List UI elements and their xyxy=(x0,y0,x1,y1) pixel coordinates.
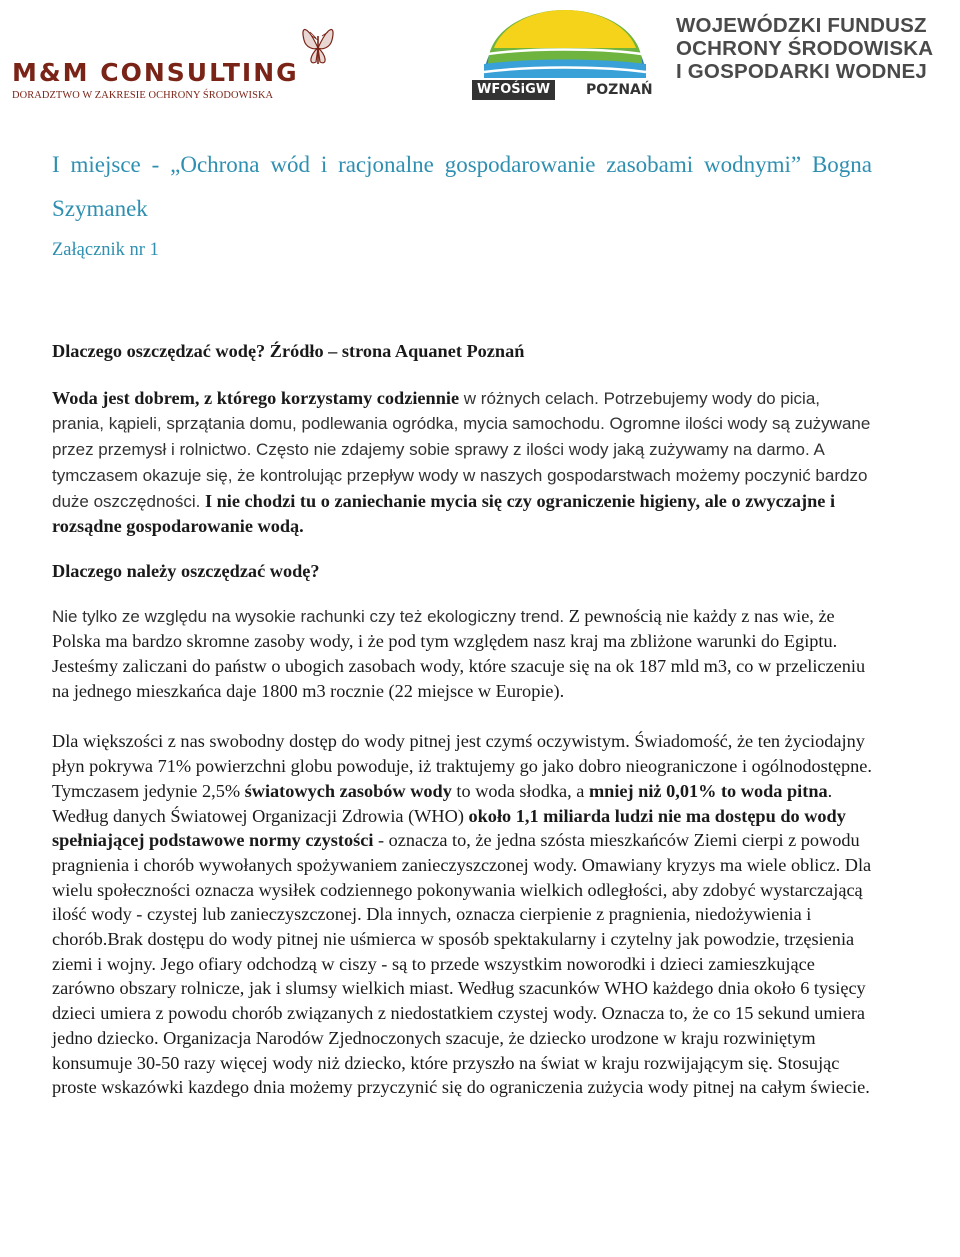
document-subtitle: Załącznik nr 1 xyxy=(52,240,159,260)
text: w różnych celach. xyxy=(459,388,599,408)
document-body xyxy=(52,339,872,1100)
wfosigw-title-line: WOJEWÓDZKI FUNDUSZ xyxy=(676,14,927,37)
wfosigw-title xyxy=(676,14,960,83)
text: - oznacza to, że jedna szósta mieszkańców Ziemi cierpi z powodu pragnienia i chorób wywołanych spożywaniem zanieczyszczonej wody. Omawiany kryzys ma wiele oblicz. Dla wielu społeczności oznacza wysiłek codziennego pokonywania wielkich odległości, aby zdobyć wystarczającą ilość wody - czystej lub zanieczyszczonej. Dla innych, oznacza cierpienie z pragnienia, niedożywienia i chorób.Brak dostępu do wody pitnej nie uśmierca w sposób spektakularny i czytelny jak powodzie, trzęsienia ziemi i wojny. Jego ofiary odchodzą w ciszy - są to przede wszystkim noworodki i dzieci zamieszkujące zarówno obszary rolnicze, jak i slumsy wielkich miast. Według szacunków WHO każdego dnia około 6 tysięcy dzieci umiera z powodu chorób związanych z niedostatkiem czystej wody. Oznacza to, że co 15 sekund umiera jedno dziecko. Organizacja Narodów Zjednoczonych szacuje, że dziecko urodzone w kraju rozwiniętym konsumuje 30-50 razy więcej wody niż dziecko, które przyszło na świat w kraju rozwijającym się. Stosując proste wskazówki kazdego dnia możemy przyczynić się do ograniczenia zużycia wody pitnej na całym świecie. xyxy=(52,830,872,1098)
mm-consulting-logo xyxy=(8,18,328,102)
bold-text: I nie chodzi tu o zaniechanie mycia się czy ograniczenie higieny, ale o zwyczajne i rozsądne gospodarowanie wodą. xyxy=(52,490,836,537)
mm-logo-tagline: DORADZTWO W ZAKRESIE OCHRONY ŚRODOWISKA xyxy=(12,90,274,101)
wfosigw-title-line: I GOSPODARKI WODNEJ xyxy=(676,60,927,83)
section-heading: Dlaczego należy oszczędzać wodę? xyxy=(52,560,320,581)
bold-text: Woda jest dobrem, z którego korzystamy codziennie xyxy=(52,387,460,408)
wfosigw-badge: WFOŚiGW xyxy=(472,80,555,100)
wfosigw-logo xyxy=(470,2,956,102)
wfosigw-city: POZNAŃ xyxy=(586,82,653,98)
butterfly-icon xyxy=(298,18,338,76)
text: Dla większości z nas swobodny dostęp do wody pitnej jest czymś oczywistym. Świadomość, że ten życiodajny płyn pokrywa 71% powierzchni globu powoduje, iż traktujemy go jako dobro nieograniczone i ogólnodostępne. Tymczasem jedynie 2,5% xyxy=(52,731,872,801)
paragraph xyxy=(52,386,872,539)
document-title: I miejsce - „Ochrona wód i racjonalne gospodarowanie zasobami wodnymi” Bogna Szymanek xyxy=(52,152,872,221)
paragraph xyxy=(52,604,872,704)
wfosigw-title-line: OCHRONY ŚRODOWISKA xyxy=(676,37,934,60)
text: Z pewnością nie każdy z nas wie, że Polska ma bardzo skromne zasoby wody, i że pod tym względem nasz kraj ma zbliżone warunki do Egiptu. Jesteśmy zaliczani do państw o ubogich zasobach wody, które szacuje się na ok 187 mld m3, co w przeliczeniu na jednego mieszkańca daje 1800 m3 rocznie (22 miejsce w Europie). xyxy=(52,605,866,701)
bold-text: mniej niż 0,01% to woda pitna xyxy=(588,780,828,801)
section-heading: Dlaczego oszczędzać wodę? Źródło – strona Aquanet Poznań xyxy=(52,341,525,361)
mm-logo-name: M&M CONSULTING xyxy=(12,58,299,87)
text: . Według danych Światowej Organizacji Zdrowia (WHO) xyxy=(52,780,833,826)
text: to woda słodka, a xyxy=(451,780,589,801)
text: Potrzebujemy wody do picia, prania, kąpieli, sprzątania domu, podlewania ogródka, mycia samochodu. Ogromne ilości wody są zużywane przez przemysł i rolnictwo. Często nie zdajemy sobie sprawy z ilości wody jaką zużywamy na darmo. A tymczasem okazuje się, że kontrolując przepływ wody w naszych gospodarstwach możemy poczynić bardzo duże oszczędności. xyxy=(52,388,871,511)
bold-text: około 1,1 miliarda ludzi nie ma dostępu do wody spełniającej podstawowe normy czystości xyxy=(52,805,846,851)
text: Nie tylko ze względu na wysokie rachunki czy też ekologiczny trend. xyxy=(52,606,565,626)
bold-text: światowych zasobów wody xyxy=(244,780,452,801)
paragraph xyxy=(52,729,872,1100)
